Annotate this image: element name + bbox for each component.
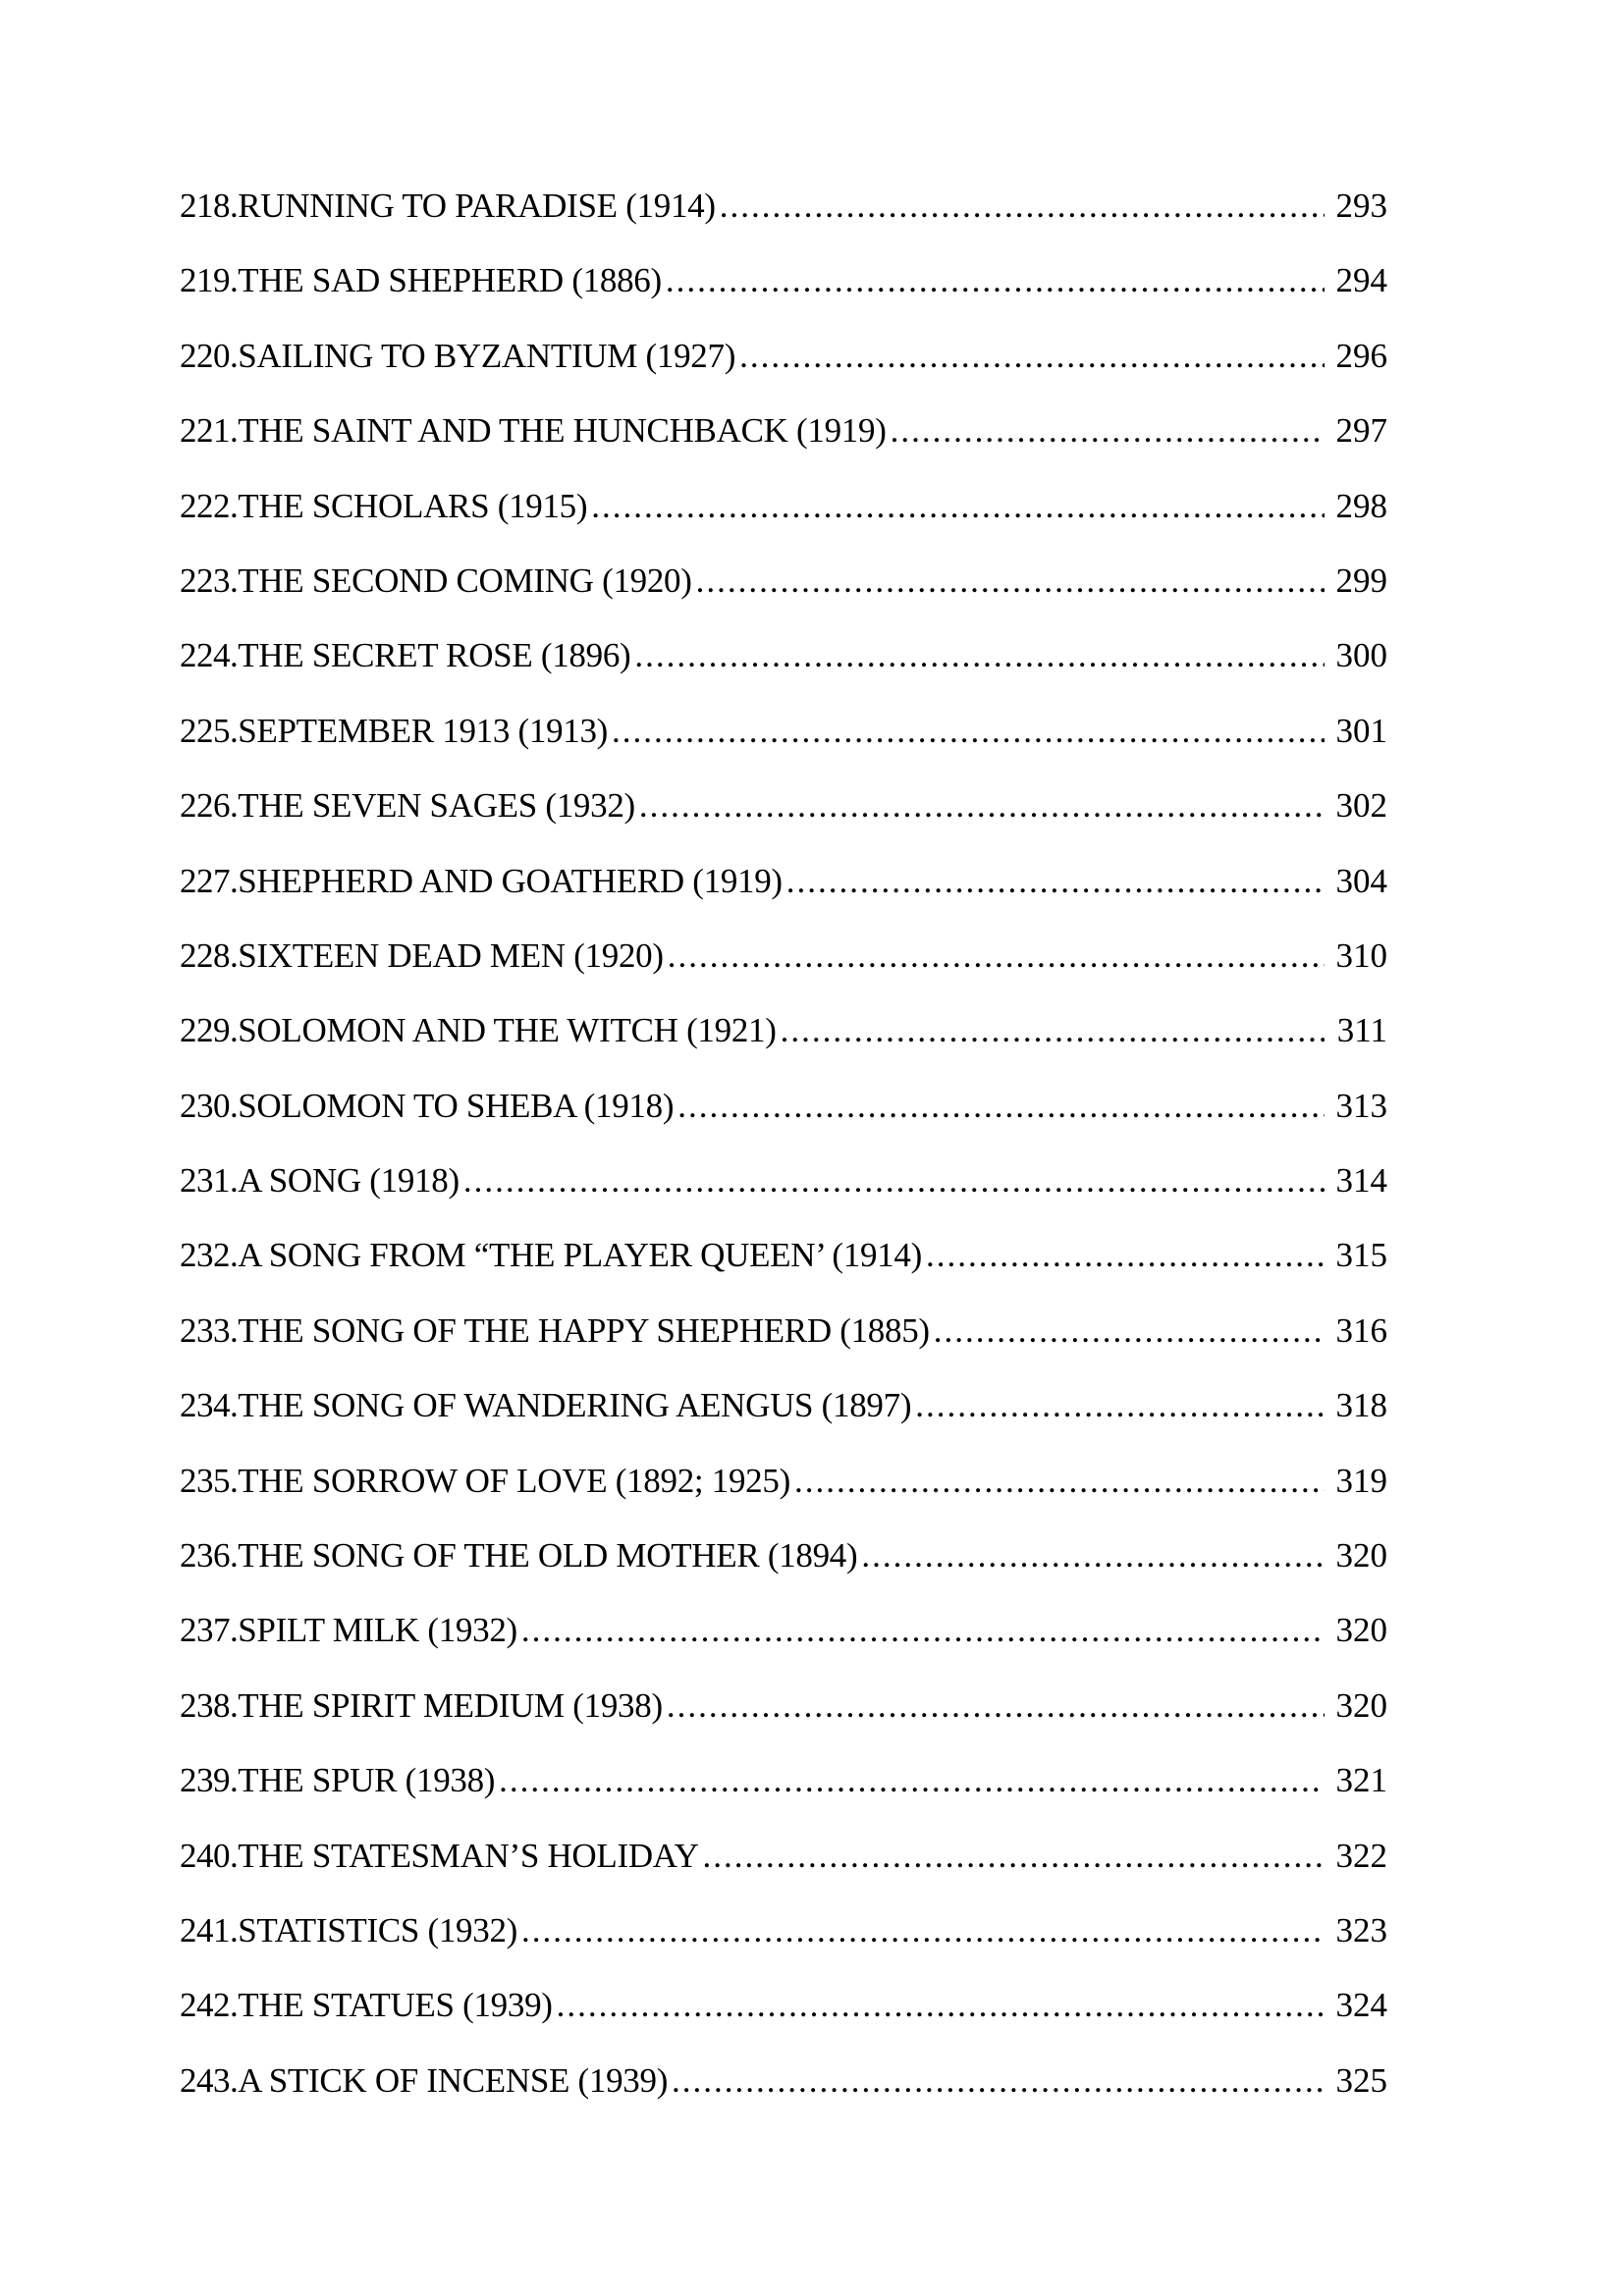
toc-entry-title: THE SCHOLARS (1915) (238, 486, 588, 525)
toc-entry[interactable] (180, 1536, 1387, 1611)
toc-entry-page-number: 301 (1335, 711, 1387, 750)
toc-entry-page-number: 311 (1336, 1011, 1387, 1050)
toc-entry-page-number: 320 (1335, 1611, 1387, 1650)
dot-leader (739, 337, 1325, 376)
toc-entry[interactable] (180, 1986, 1387, 2060)
toc-entry-page-number: 296 (1335, 336, 1387, 375)
toc-entry[interactable] (180, 1686, 1387, 1761)
toc-entry-title: SIXTEEN DEAD MEN (1920) (238, 935, 664, 975)
toc-entry[interactable] (180, 1386, 1387, 1461)
toc-entry-number: 224. (180, 636, 239, 675)
toc-entry-number: 218. (180, 187, 239, 225)
toc-entry-title: SAILING TO BYZANTIUM (1927) (238, 336, 736, 375)
toc-entry-title: STATISTICS (1932) (238, 1910, 517, 1949)
toc-entry-number: 226. (180, 786, 239, 826)
toc-entry-number: 221. (180, 411, 239, 451)
toc-entry-page-number: 294 (1335, 261, 1387, 300)
dot-leader (639, 786, 1325, 826)
dot-leader (463, 1161, 1325, 1201)
toc-entry[interactable] (180, 261, 1387, 336)
toc-entry-title: THE SPIRIT MEDIUM (1938) (238, 1685, 663, 1725)
dot-leader (934, 1311, 1325, 1351)
toc-entry[interactable] (180, 1761, 1387, 1836)
toc-entry-title: A SONG FROM “THE PLAYER QUEEN’ (1914) (238, 1236, 922, 1275)
toc-entry[interactable] (180, 1911, 1387, 1986)
toc-entry-page-number: 321 (1335, 1761, 1387, 1800)
toc-entry-page-number: 324 (1335, 1986, 1387, 2025)
toc-entry-number: 240. (180, 1836, 239, 1875)
toc-entry-number: 238. (180, 1685, 239, 1725)
toc-entry[interactable] (180, 1462, 1387, 1536)
toc-entry-title: THE SEVEN SAGES (1932) (238, 786, 635, 826)
toc-entry-page-number: 319 (1335, 1461, 1387, 1500)
toc-entry[interactable] (180, 1011, 1387, 1086)
toc-entry-page-number: 293 (1335, 187, 1387, 225)
dot-leader (786, 862, 1325, 901)
dot-leader (612, 712, 1325, 751)
toc-entry-number: 241. (180, 1910, 239, 1949)
toc-entry-number: 235. (180, 1461, 239, 1500)
toc-entry-title: SOLOMON AND THE WITCH (1921) (238, 1011, 777, 1050)
toc-entry[interactable] (180, 1311, 1387, 1386)
toc-entry-page-number: 299 (1335, 561, 1387, 600)
dot-leader (915, 1386, 1325, 1425)
toc-entry-title: SOLOMON TO SHEBA (1918) (238, 1086, 675, 1125)
toc-entry-page-number: 320 (1335, 1536, 1387, 1575)
toc-entry-number: 233. (180, 1310, 239, 1350)
dot-leader (696, 561, 1325, 601)
dot-leader (672, 2061, 1325, 2101)
dot-leader (794, 1462, 1325, 1501)
toc-entry-title: THE SAINT AND THE HUNCHBACK (1919) (238, 411, 887, 451)
toc-entry-title: THE SORROW OF LOVE (1892; 1925) (238, 1461, 790, 1500)
toc-entry-number: 242. (180, 1986, 239, 2025)
toc-entry-number: 228. (180, 935, 239, 975)
dot-leader (666, 261, 1325, 300)
toc-entry-page-number: 310 (1335, 935, 1387, 975)
toc-entry-page-number: 320 (1335, 1685, 1387, 1725)
table-of-contents (180, 187, 1387, 2136)
dot-leader (891, 411, 1325, 451)
toc-entry-page-number: 304 (1335, 861, 1387, 900)
toc-entry-number: 243. (180, 2060, 239, 2100)
toc-entry-title: SHEPHERD AND GOATHERD (1919) (238, 861, 783, 900)
toc-entry-number: 229. (180, 1011, 239, 1050)
dot-leader (703, 1837, 1325, 1876)
toc-entry-page-number: 298 (1335, 486, 1387, 525)
dot-leader (521, 1611, 1325, 1650)
toc-entry-page-number: 316 (1335, 1310, 1387, 1350)
toc-entry-page-number: 325 (1335, 2060, 1387, 2100)
toc-entry[interactable] (180, 1161, 1387, 1236)
toc-entry[interactable] (180, 1087, 1387, 1161)
toc-entry[interactable] (180, 187, 1387, 261)
toc-entry-title: THE SPUR (1938) (238, 1761, 496, 1800)
toc-entry-page-number: 297 (1335, 411, 1387, 451)
toc-entry-number: 232. (180, 1236, 239, 1275)
toc-entry-title: RUNNING TO PARADISE (1914) (238, 187, 716, 225)
toc-entry-number: 219. (180, 261, 239, 300)
toc-entry-number: 220. (180, 336, 239, 375)
dot-leader (591, 487, 1325, 526)
toc-entry-title: A SONG (1918) (238, 1161, 460, 1201)
toc-entry[interactable] (180, 2061, 1387, 2136)
toc-entry[interactable] (180, 786, 1387, 861)
toc-entry[interactable] (180, 1837, 1387, 1911)
toc-entry[interactable] (180, 636, 1387, 711)
toc-entry-number: 225. (180, 711, 239, 750)
toc-entry-page-number: 318 (1335, 1386, 1387, 1425)
toc-entry[interactable] (180, 561, 1387, 636)
toc-entry-number: 227. (180, 861, 239, 900)
dot-leader (677, 1087, 1325, 1126)
toc-entry[interactable] (180, 1611, 1387, 1685)
toc-entry-page-number: 313 (1335, 1086, 1387, 1125)
dot-leader (557, 1986, 1325, 2025)
dot-leader (499, 1761, 1325, 1800)
toc-entry-number: 231. (180, 1161, 239, 1201)
dot-leader (720, 187, 1325, 226)
toc-entry-number: 222. (180, 486, 239, 525)
toc-entry-title: SEPTEMBER 1913 (1913) (238, 711, 609, 750)
toc-entry-title: THE SECOND COMING (1920) (238, 561, 692, 600)
toc-entry[interactable] (180, 1236, 1387, 1310)
toc-entry-number: 239. (180, 1761, 239, 1800)
toc-entry-title: THE SONG OF WANDERING AENGUS (1897) (238, 1386, 912, 1425)
toc-entry[interactable] (180, 337, 1387, 411)
toc-entry-title: THE STATESMAN’S HOLIDAY (238, 1836, 699, 1875)
toc-entry-page-number: 322 (1335, 1836, 1387, 1875)
dot-leader (521, 1911, 1325, 1950)
toc-entry[interactable] (180, 862, 1387, 936)
toc-entry-title: THE SAD SHEPHERD (1886) (238, 261, 662, 300)
toc-entry-page-number: 323 (1335, 1910, 1387, 1949)
dot-leader (668, 936, 1325, 976)
toc-entry-title: A STICK OF INCENSE (1939) (238, 2060, 669, 2100)
toc-entry-number: 236. (180, 1536, 239, 1575)
dot-leader (634, 636, 1325, 675)
toc-entry-title: THE SECRET ROSE (1896) (238, 636, 631, 675)
toc-entry-page-number: 300 (1335, 636, 1387, 675)
dot-leader (667, 1686, 1325, 1726)
toc-entry-title: THE SONG OF THE HAPPY SHEPHERD (1885) (238, 1310, 930, 1350)
dot-leader (861, 1536, 1325, 1575)
toc-entry-page-number: 315 (1335, 1236, 1387, 1275)
toc-entry[interactable] (180, 712, 1387, 786)
toc-entry[interactable] (180, 936, 1387, 1011)
toc-entry[interactable] (180, 411, 1387, 486)
dot-leader (781, 1011, 1325, 1050)
toc-entry-number: 230. (180, 1086, 239, 1125)
toc-entry-title: THE STATUES (1939) (238, 1986, 553, 2025)
toc-entry[interactable] (180, 487, 1387, 561)
toc-entry-number: 223. (180, 561, 239, 600)
toc-entry-title: THE SONG OF THE OLD MOTHER (1894) (238, 1536, 858, 1575)
toc-entry-page-number: 302 (1335, 786, 1387, 826)
dot-leader (926, 1236, 1325, 1275)
toc-entry-number: 237. (180, 1611, 239, 1650)
toc-entry-title: SPILT MILK (1932) (238, 1611, 517, 1650)
toc-entry-number: 234. (180, 1386, 239, 1425)
toc-entry-page-number: 314 (1335, 1161, 1387, 1201)
